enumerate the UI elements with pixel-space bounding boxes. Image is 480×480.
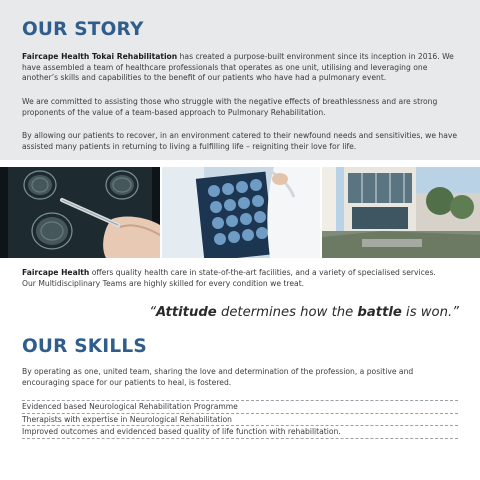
quote-middle: determines how the bbox=[216, 305, 358, 320]
skills-list bbox=[22, 400, 458, 439]
quote-end: is won.” bbox=[401, 305, 459, 320]
xray-doctor-photo bbox=[162, 167, 320, 258]
services-line-1: offers quality health care in state-of-the-art facilities, and a variety of specialised services. bbox=[89, 268, 436, 277]
quote-word-attitude: Attitude bbox=[156, 305, 217, 320]
quote-word-battle: battle bbox=[357, 305, 402, 320]
skills-intro: By operating as one, united team, sharing the love and determination of the profession, a positive and encouraging space for our patients to heal, is fostered. bbox=[22, 367, 414, 387]
quote-open-mark: “ bbox=[149, 305, 157, 320]
our-skills-heading: OUR SKILLS bbox=[22, 336, 147, 357]
attitude-quote bbox=[0, 305, 459, 320]
story-paragraph-1-text: has created a purpose-built environment since its inception in 2016. We have assembled a team of healthcare professionals that operates as one unit, utilising and leveraging one another’s skills and capabilities to the benefit of our patients who have had a pulmonary event. bbox=[22, 52, 454, 83]
building-photo bbox=[322, 167, 480, 258]
skill-item: Evidenced based Neurological Rehabilitation Programme bbox=[22, 400, 458, 414]
photo-strip bbox=[0, 167, 480, 258]
skill-item: Therapists with expertise in Neurological Rehabilitation bbox=[22, 414, 458, 427]
skill-item: Improved outcomes and evidenced based quality of life function with rehabilitation. bbox=[22, 426, 458, 439]
services-org-name: Faircape Health bbox=[22, 268, 90, 277]
brain-scan-photo bbox=[0, 167, 160, 258]
services-line-2: Our Multidisciplinary Teams are highly skilled for every condition we treat. bbox=[22, 278, 305, 288]
our-story-heading: OUR STORY bbox=[22, 19, 144, 40]
story-paragraph-2: We are committed to assisting those who struggle with the negative effects of breathlessness and are strong proponents of the value of a team-based approach to Pulmonary Rehabilitation. bbox=[22, 97, 438, 117]
story-paragraph-3: By allowing our patients to recover, in an environment catered to their newfound needs and sensitivities, we have assisted many patients in returning to living a fulfilling life – reigniting their love for life. bbox=[22, 131, 458, 151]
story-paragraph-1 bbox=[22, 52, 462, 84]
story-org-name: Faircape Health Tokai Rehabilitation bbox=[22, 52, 178, 61]
services-paragraph bbox=[22, 268, 462, 289]
